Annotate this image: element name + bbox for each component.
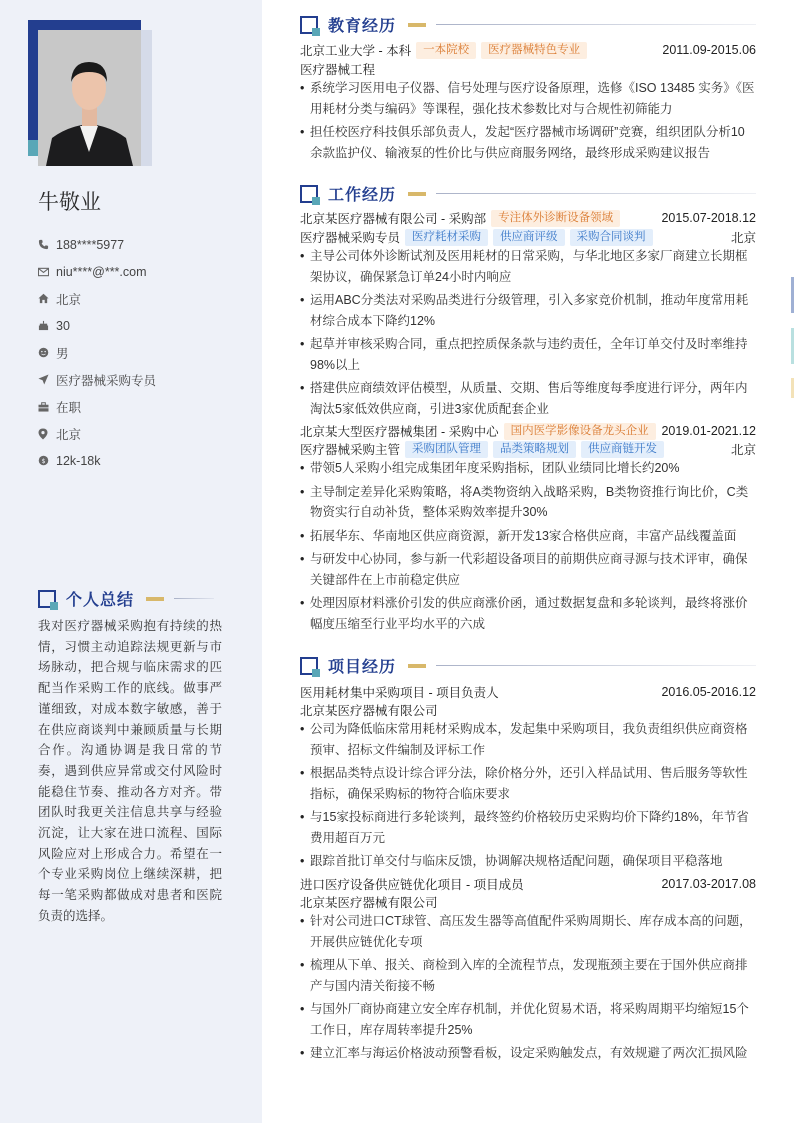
job-position: 医疗器械采购专员 [300,231,401,245]
info-phone: 188****5977 [38,231,156,258]
list-item: • 担任校医疗科技俱乐部负责人，发起“医疗器械市场调研”竞赛，组织团队分析10余款监护仪、输液泵的性价比与供应商服务网络，最终形成采购建议报告 [300,122,756,163]
list-item: • 根据品类特点设计综合评分法，除价格分外，还引入样品试用、售后服务等软性指标，确保采购标的物符合临床要求 [300,763,756,804]
projects-title: 项目经历 [328,659,397,676]
info-city: 北京 [38,285,156,312]
education-header-row [300,41,756,59]
list-item: • 系统学习医用电子仪器、信号处理与医疗设备原理，选修《ISO 13485 实务》《医用耗材分类与编码》等课程，强化技术参数比对与合规性初筛能力 [300,78,756,119]
info-gender: 男 [38,339,156,366]
email-icon [38,267,56,277]
project-name: 进口医疗设备供应链优化项目 - 项目成员 [300,878,524,892]
skill-tag: 品类策略规划 [493,441,576,458]
summary-section-header [38,587,224,610]
candidate-name: 牛敬业 [38,191,101,214]
section-square-icon [300,657,318,675]
company-name: 北京某医疗器械有限公司 - 采购部 [300,212,487,226]
company-tag: 国内医学影像设备龙头企业 [504,423,656,440]
list-item: • 主导制定差异化采购策略，将A类物资纳入战略采购，B类物资推行询比价，C类物资实行自动补货，整体采购效率提升30% [300,482,756,523]
briefcase-icon [38,402,56,412]
job-header-row [300,422,756,440]
skill-tag: 采购团队管理 [405,441,488,458]
education-section-header [300,13,756,36]
company-name: 北京某大型医疗器械集团 - 采购中心 [300,425,499,439]
project-name: 医用耗材集中采购项目 - 项目负责人 [300,686,499,700]
skill-tag: 采购合同谈判 [570,229,653,246]
project-company-row [300,893,756,911]
education-tag: 一本院校 [416,42,476,59]
job-city: 北京 [730,443,756,457]
list-item: • 建立汇率与海运价格波动预警看板，设定采购触发点，有效规避了两次汇损风险 [300,1043,756,1064]
info-target-position: 医疗器械采购专员 [38,366,156,393]
list-item: • 处理因原材料涨价引发的供应商涨价函，通过数据复盘和多轮谈判，最终将涨价幅度压缩至行业平均水平的六成 [300,593,756,634]
home-icon [38,293,56,304]
section-square-icon [300,16,318,34]
job-bullets [300,458,756,637]
job-city: 北京 [730,231,756,245]
list-item: • 与15家投标商进行多轮谈判，最终签约价格较历史采购均价下降约18%，年节省费用超百万元 [300,807,756,848]
list-item: • 带领5人采购小组完成集团年度采购指标，团队业绩同比增长约20% [300,458,756,479]
job-date: 2019.01-2021.12 [661,424,756,438]
profile-photo [38,30,141,166]
send-icon [38,374,56,385]
skill-tag: 供应商链开发 [581,441,664,458]
list-item: • 搭建供应商绩效评估模型，从质量、交期、售后等维度每季度进行评分，两年内淘汰5家低效供应商，引进3家优质配套企业 [300,378,756,419]
info-target-city: 北京 [38,420,156,447]
project-header-row [300,875,756,893]
info-salary: $ 12k-18k [38,447,156,474]
education-title: 教育经历 [328,18,397,35]
info-job-status: 在职 [38,393,156,420]
section-square-icon [38,590,56,608]
company-tag: 专注体外诊断设备领域 [491,210,620,227]
project-company-row [300,701,756,719]
list-item: • 公司为降低临床常用耗材采购成本，发起集中采购项目，我负责组织供应商资格预审、招标文件编制及评标工作 [300,719,756,760]
skill-tag: 供应商评级 [493,229,565,246]
list-item: • 拓展华东、华南地区供应商资源，新开发13家合格供应商，丰富产品线覆盖面 [300,526,756,547]
list-item: • 针对公司进口CT球管、高压发生器等高值配件采购周期长、库存成本高的问题，开展供应链优化专项 [300,911,756,952]
profile-photo-frame [28,20,152,166]
job-date: 2015.07-2018.12 [661,211,756,225]
project-date: 2017.03-2017.08 [661,877,756,891]
job-position-row [300,440,756,458]
gender-icon [38,347,56,358]
school-name: 北京工业大学 - 本科 [300,44,412,58]
list-item: • 梳理从下单、报关、商检到入库的全流程节点，发现瓶颈主要在于国外供应商排产与国内清关衔接不畅 [300,955,756,996]
project-company: 北京某医疗器械有限公司 [300,896,438,910]
section-square-icon [300,185,318,203]
project-header-row [300,683,756,701]
education-tag: 医疗器械特色专业 [481,42,587,59]
cake-icon [38,320,56,331]
job-position-row [300,228,756,246]
salary-icon [38,455,56,466]
education-bullets [300,78,756,166]
project-bullets [300,719,756,875]
list-item: • 起草并审核采购合同，重点把控质保条款与违约责任，全年订单交付及时率维持98%以上 [300,334,756,375]
skill-tag: 医疗耗材采购 [405,229,488,246]
project-date: 2016.05-2016.12 [661,685,756,699]
project-company: 北京某医疗器械有限公司 [300,704,438,718]
sidebar [0,0,262,1123]
work-title: 工作经历 [328,187,397,204]
location-icon [38,428,56,440]
contact-info-list [38,231,156,474]
job-position: 医疗器械采购主管 [300,443,401,457]
info-age: 30 [38,312,156,339]
major-name: 医疗器械工程 [300,63,376,77]
project-bullets [300,911,756,1067]
info-email: niu****@***.com [38,258,156,285]
education-date: 2011.09-2015.06 [662,43,756,57]
job-bullets [300,246,756,422]
list-item: • 跟踪首批订单交付与临床反馈，协调解决规格适配问题，确保项目平稳落地 [300,851,756,872]
list-item: • 与研发中心协同，参与新一代彩超设备项目的前期供应商寻源与技术评审，确保关键部件在上市前稳定供应 [300,549,756,590]
list-item: • 与国外厂商协商建立安全库存机制，并优化贸易术语，将采购周期平均缩短15个工作日，库存周转率提升25% [300,999,756,1040]
summary-text: 我对医疗器械采购抱有持续的热情，习惯主动追踪法规更新与市场脉动，把合规与临床需求的匹配当作采购工作的底线。做事严谨细致，对成本数字敏感，善于在供应商谈判中兼顾质量与长期合作。沟通协调是我日常的节奏，遇到供应异常或交付风险时能稳住节奏、推动各方对齐。带团队时我更关注信息共享与经验沉淀，让大家在进口流程、国际风险应对上形成合力。希望在一个专业采购岗位上继续深耕，把每一笔采购都做成对患者和医院负责的选择。 [38,619,222,923]
svg-text:$: $ [41,456,46,465]
list-item: • 主导公司体外诊断试剂及医用耗材的日常采购，与华北地区多家厂商建立长期框架协议，确保紧急订单24小时内响应 [300,246,756,287]
projects-section-header [300,654,756,677]
job-header-row [300,209,756,227]
education-major-row [300,60,756,78]
summary-title: 个人总结 [66,592,135,609]
phone-icon [38,239,56,250]
work-section-header [300,182,756,205]
list-item: • 运用ABC分类法对采购品类进行分级管理，引入多家竞价机制，推动年度常用耗材综合成本下降约12% [300,290,756,331]
